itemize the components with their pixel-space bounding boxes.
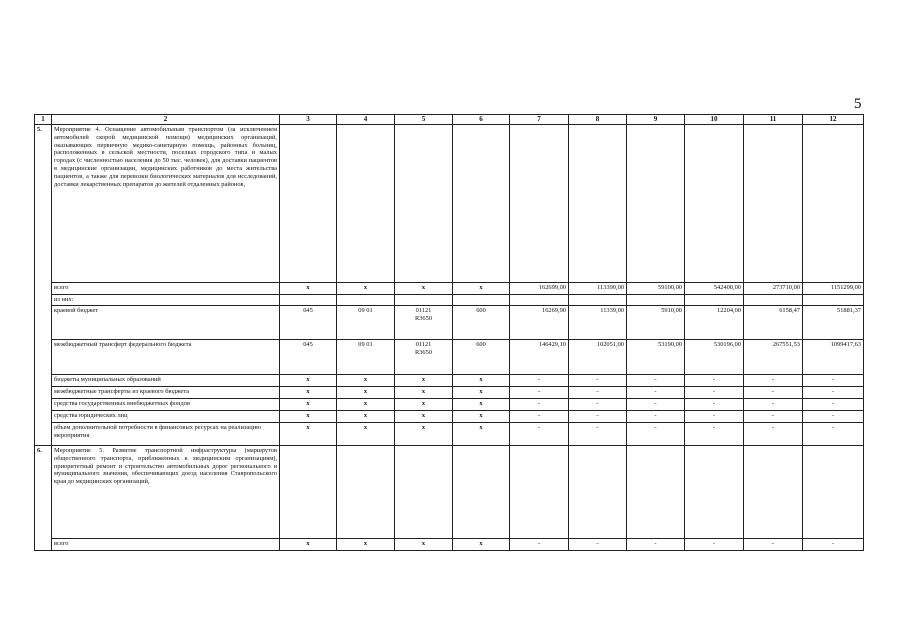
cell-x: x [453, 283, 510, 295]
table-row [35, 399, 864, 411]
cell-x: x [280, 411, 337, 423]
code-line: R3650 [414, 348, 433, 356]
cell-code [395, 306, 453, 340]
cell-x: x [453, 375, 510, 387]
cell-x: x [280, 387, 337, 399]
cell-x: x [395, 387, 453, 399]
cell-dash: - [685, 411, 744, 423]
cell-dash: - [510, 375, 569, 387]
header-cell: 12 [803, 115, 864, 125]
cell-value: 146429,10 [510, 340, 569, 375]
cell-dash: - [803, 423, 864, 446]
page-number: 5 [854, 96, 862, 112]
cell-value: 102051,00 [569, 340, 627, 375]
cell-dash: - [510, 423, 569, 446]
measure-title: Мероприятие 4. Оснащение автомобильным транспортом (за исключением автомобилей скорой медицинской помощи) медицинских организаций, оказывающих первичную медико-санитарную помощь, районных больниц, расположенных в сельской местности, поселках городского типа и малых городах (с численностью населения до 50 тыс. человек), для доставки пациентов в медицинские организации, медицинских работников до места жительства пациентов, а также для перевозки биологических материалов для исследований, доставки лекарственных препаратов до жителей отдаленных районов, [52, 125, 280, 283]
header-cell: 11 [744, 115, 803, 125]
cell-x: x [337, 283, 395, 295]
cell-value: 530196,00 [685, 340, 744, 375]
cell-dash: - [569, 423, 627, 446]
header-row [35, 115, 864, 125]
cell-value: 51881,37 [803, 306, 864, 340]
cell-value: 59100,00 [627, 283, 685, 295]
cell-dash: - [803, 375, 864, 387]
cell-dash: - [744, 387, 803, 399]
cell-value: 11339,00 [569, 306, 627, 340]
cell-x: x [337, 387, 395, 399]
cell-x: x [453, 387, 510, 399]
cell-dash: - [803, 387, 864, 399]
cell-dash: - [744, 539, 803, 551]
measure-number: 5. [35, 125, 52, 446]
cell-value: 5910,00 [627, 306, 685, 340]
row-label: краевой бюджет [52, 306, 280, 340]
table-row [35, 423, 864, 446]
cell-x: x [453, 539, 510, 551]
cell-dash: - [685, 423, 744, 446]
cell-x: x [453, 399, 510, 411]
table-row [35, 295, 864, 306]
row-label: объем дополнительной потребности в финансовых ресурсах на реализацию мероприятия [52, 423, 280, 446]
cell-dash: - [744, 411, 803, 423]
budget-table [34, 114, 864, 551]
cell-value: 113390,00 [569, 283, 627, 295]
row-label: всего [52, 283, 280, 295]
cell-dash: - [569, 539, 627, 551]
cell-dash: - [627, 539, 685, 551]
row-label: из них: [52, 295, 280, 306]
cell-dash: - [627, 411, 685, 423]
cell-value: 53190,00 [627, 340, 685, 375]
header-cell: 1 [35, 115, 52, 125]
cell-code: 045 [280, 306, 337, 340]
cell-x: x [337, 375, 395, 387]
cell-x: x [395, 399, 453, 411]
cell-dash: - [569, 399, 627, 411]
table-row [35, 340, 864, 375]
cell-x: x [280, 423, 337, 446]
cell-dash: - [803, 399, 864, 411]
row-label: межбюджетный трансферт федерального бюджета [52, 340, 280, 375]
header-cell: 3 [280, 115, 337, 125]
cell-value: 542400,00 [685, 283, 744, 295]
cell-dash: - [685, 375, 744, 387]
cell-value: 12204,00 [685, 306, 744, 340]
code-line: R3650 [414, 314, 433, 322]
cell-value: 6158,47 [744, 306, 803, 340]
measure-number: 6. [35, 446, 52, 551]
cell-x: x [395, 283, 453, 295]
cell-x: x [453, 423, 510, 446]
table-row [35, 539, 864, 551]
cell-dash: - [569, 375, 627, 387]
row-label: всего [52, 539, 280, 551]
cell-value: 267551,53 [744, 340, 803, 375]
cell-x: x [453, 411, 510, 423]
measure-title-row [35, 125, 864, 283]
cell-dash: - [744, 423, 803, 446]
cell-x: x [395, 411, 453, 423]
cell-value: 1151299,00 [803, 283, 864, 295]
cell-value: 1099417,63 [803, 340, 864, 375]
cell-value: 162699,00 [510, 283, 569, 295]
header-cell: 6 [453, 115, 510, 125]
cell-dash: - [627, 423, 685, 446]
cell-x: x [337, 399, 395, 411]
cell-x: x [395, 423, 453, 446]
row-label: средства государственных внебюджетных фондов [52, 399, 280, 411]
measure-title-row [35, 446, 864, 539]
cell-dash: - [803, 539, 864, 551]
cell-dash: - [685, 387, 744, 399]
cell-value: 16269,90 [510, 306, 569, 340]
row-label: межбюджетные трансферты из краевого бюджета [52, 387, 280, 399]
cell-code: 09 01 [337, 340, 395, 375]
cell-dash: - [510, 411, 569, 423]
cell-code: 600 [453, 340, 510, 375]
cell-x: x [395, 539, 453, 551]
cell-dash: - [510, 387, 569, 399]
table-row [35, 387, 864, 399]
cell-dash: - [685, 399, 744, 411]
cell-code: 09 01 [337, 306, 395, 340]
table-row [35, 283, 864, 295]
cell-code [395, 340, 453, 375]
cell-value: 273710,00 [744, 283, 803, 295]
cell-code: 045 [280, 340, 337, 375]
cell-dash: - [627, 387, 685, 399]
cell-dash: - [744, 375, 803, 387]
cell-x: x [337, 411, 395, 423]
table-row [35, 375, 864, 387]
code-line: 01121 [415, 341, 432, 348]
cell-dash: - [569, 387, 627, 399]
cell-x: x [337, 539, 395, 551]
row-label: бюджеты муниципальных образований [52, 375, 280, 387]
cell-dash: - [569, 411, 627, 423]
cell-x: x [280, 375, 337, 387]
cell-code: 600 [453, 306, 510, 340]
cell-x: x [280, 399, 337, 411]
header-cell: 8 [569, 115, 627, 125]
cell-dash: - [627, 375, 685, 387]
header-cell: 4 [337, 115, 395, 125]
code-line: 01121 [415, 307, 432, 314]
cell-dash: - [627, 399, 685, 411]
row-label: средства юридических лиц [52, 411, 280, 423]
cell-x: x [280, 283, 337, 295]
measure-title: Мероприятие 5. Развитие транспортной инфраструктуры (маршрутов общественного транспорта, приближенных к медицинским организациям), приоритетный ремонт и строительство автомобильных дорог регионального и муниципального значения, обеспечивающих доезд населения Ставропольского края до медицинских организаций, [52, 446, 280, 539]
cell-x: x [280, 539, 337, 551]
cell-x: x [395, 375, 453, 387]
table-row [35, 411, 864, 423]
cell-dash: - [510, 539, 569, 551]
cell-x: x [337, 423, 395, 446]
header-cell: 7 [510, 115, 569, 125]
header-cell: 2 [52, 115, 280, 125]
header-cell: 9 [627, 115, 685, 125]
table-row [35, 306, 864, 340]
cell-dash: - [803, 411, 864, 423]
header-cell: 5 [395, 115, 453, 125]
header-cell: 10 [685, 115, 744, 125]
cell-dash: - [510, 399, 569, 411]
cell-dash: - [685, 539, 744, 551]
cell-dash: - [744, 399, 803, 411]
